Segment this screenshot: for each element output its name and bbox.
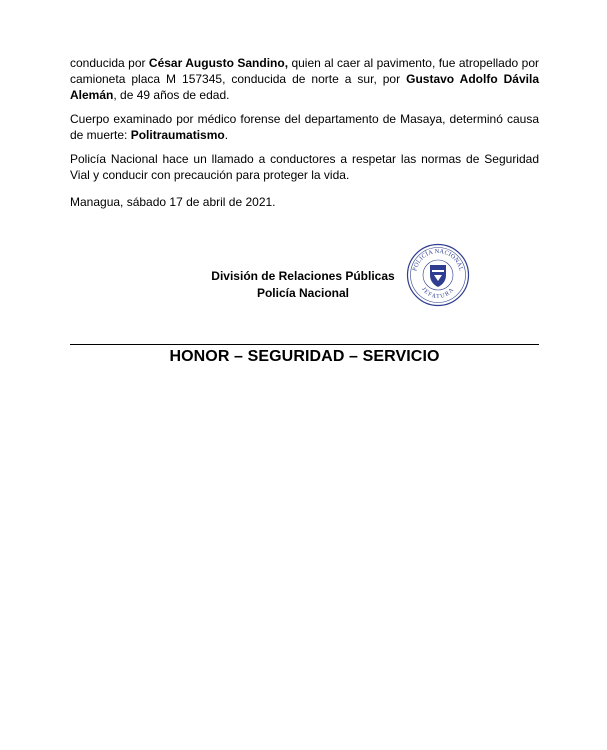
seal-text-bottom: JEFATURA [420,286,456,301]
p2-text-2: . [224,128,229,142]
p1-name-driver: Gustavo Adolfo Dávila Alemán [70,72,539,102]
p1-text-3: , de 49 años de edad. [113,88,230,102]
svg-text:JEFATURA [420,286,456,300]
paragraph-incident [70,55,539,103]
signature-institution: Policía Nacional [256,286,350,300]
paragraph-appeal: Policía Nacional hace un llamado a conductores a respetar las normas de Seguridad Vial y conducir con precaución para proteger la vida. [70,152,539,182]
p2-text-1: Cuerpo examinado por médico forense del departamento de Masaya, determinó causa de muerte: [70,112,539,142]
p2-cause: Politraumatismo [130,128,225,142]
p1-name-victim: César Augusto Sandino, [148,56,289,70]
signature-department: División de Relaciones Públicas [211,269,395,283]
p1-text-1: conducida por [70,56,149,70]
seal-text-top: POLICÍA NACIONAL [411,247,465,272]
footer-divider [70,344,539,345]
police-seal-icon [406,243,470,307]
signature-block [190,268,416,302]
paragraph-date: Managua, sábado 17 de abril de 2021. [70,195,276,209]
paragraph-forensic [70,111,539,143]
footer-motto: HONOR – SEGURIDAD – SERVICIO [169,348,440,365]
p1-text-2: quien al caer al pavimento, fue atropellado por camioneta placa M 157345, conducida de norte a sur, por [70,56,539,86]
